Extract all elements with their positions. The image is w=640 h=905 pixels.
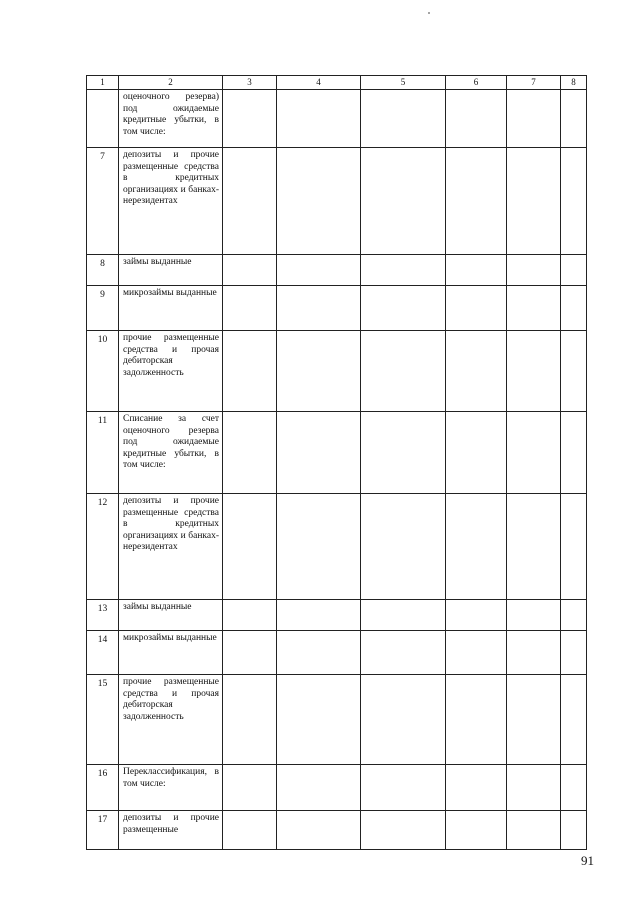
empty-cell-col-8 [561, 148, 587, 255]
row-number: 10 [87, 331, 119, 412]
table-row [87, 412, 587, 494]
empty-cell-col-7 [507, 148, 561, 255]
row-number: 17 [87, 811, 119, 850]
table-row [87, 811, 587, 850]
row-label [119, 675, 223, 765]
empty-cell-col-7 [507, 412, 561, 494]
empty-cell-col-5 [361, 286, 446, 331]
row-label [119, 148, 223, 255]
empty-cell-col-4 [277, 255, 361, 286]
header-cell: 5 [361, 76, 446, 90]
row-number [87, 90, 119, 148]
empty-cell-col-8 [561, 765, 587, 811]
empty-cell-col-6 [446, 765, 507, 811]
empty-cell-col-5 [361, 90, 446, 148]
row-label-text: депозиты и прочие размещенные средства в кредитных организациях и банках-нерезидентах [123, 496, 219, 552]
row-label [119, 631, 223, 675]
header-cell: 6 [446, 76, 507, 90]
header-cell: 3 [223, 76, 277, 90]
row-label [119, 331, 223, 412]
empty-cell-col-6 [446, 811, 507, 850]
empty-cell-col-3 [223, 90, 277, 148]
empty-cell-col-5 [361, 494, 446, 600]
row-label-text: микрозаймы выданные [123, 288, 217, 298]
row-number: 16 [87, 765, 119, 811]
empty-cell-col-8 [561, 494, 587, 600]
empty-cell-col-3 [223, 494, 277, 600]
empty-cell-col-8 [561, 286, 587, 331]
empty-cell-col-7 [507, 675, 561, 765]
row-label-text: оценочного резерва) под ожидаемые кредитные убытки, в том числе: [123, 92, 219, 137]
empty-cell-col-6 [446, 90, 507, 148]
empty-cell-col-3 [223, 286, 277, 331]
header-cell: 4 [277, 76, 361, 90]
empty-cell-col-4 [277, 286, 361, 331]
empty-cell-col-3 [223, 255, 277, 286]
data-table [86, 75, 587, 850]
row-label-text: депозиты и прочие размещенные средства в кредитных организациях и банках-нерезидентах [123, 150, 219, 206]
row-label [119, 811, 223, 850]
empty-cell-col-6 [446, 286, 507, 331]
empty-cell-col-5 [361, 600, 446, 631]
row-label-text: микрозаймы выданные [123, 633, 217, 643]
empty-cell-col-6 [446, 675, 507, 765]
empty-cell-col-4 [277, 90, 361, 148]
empty-cell-col-8 [561, 412, 587, 494]
header-cell: 7 [507, 76, 561, 90]
header-cell: 1 [87, 76, 119, 90]
row-label [119, 90, 223, 148]
table-row [87, 675, 587, 765]
empty-cell-col-4 [277, 331, 361, 412]
empty-cell-col-6 [446, 494, 507, 600]
empty-cell-col-4 [277, 600, 361, 631]
empty-cell-col-5 [361, 331, 446, 412]
row-label [119, 412, 223, 494]
row-label [119, 494, 223, 600]
table-row [87, 148, 587, 255]
empty-cell-col-5 [361, 811, 446, 850]
empty-cell-col-8 [561, 600, 587, 631]
empty-cell-col-8 [561, 331, 587, 412]
empty-cell-col-7 [507, 286, 561, 331]
empty-cell-col-6 [446, 148, 507, 255]
row-label [119, 765, 223, 811]
row-label-text: депозиты и прочие размещенные [123, 813, 219, 835]
empty-cell-col-6 [446, 631, 507, 675]
row-number: 9 [87, 286, 119, 331]
empty-cell-col-5 [361, 675, 446, 765]
empty-cell-col-8 [561, 811, 587, 850]
table-row [87, 631, 587, 675]
empty-cell-col-5 [361, 148, 446, 255]
empty-cell-col-8 [561, 675, 587, 765]
empty-cell-col-5 [361, 255, 446, 286]
table-row [87, 331, 587, 412]
empty-cell-col-3 [223, 811, 277, 850]
empty-cell-col-7 [507, 494, 561, 600]
empty-cell-col-4 [277, 148, 361, 255]
row-label-text: прочие размещенные средства и прочая дебиторская задолженность [123, 333, 219, 378]
empty-cell-col-7 [507, 90, 561, 148]
row-number: 14 [87, 631, 119, 675]
empty-cell-col-3 [223, 765, 277, 811]
empty-cell-col-3 [223, 331, 277, 412]
empty-cell-col-6 [446, 255, 507, 286]
empty-cell-col-3 [223, 412, 277, 494]
row-label-text: займы выданные [123, 602, 192, 612]
empty-cell-col-3 [223, 675, 277, 765]
empty-cell-col-4 [277, 675, 361, 765]
header-cell: 2 [119, 76, 223, 90]
row-number: 15 [87, 675, 119, 765]
empty-cell-col-7 [507, 600, 561, 631]
empty-cell-col-7 [507, 811, 561, 850]
empty-cell-col-6 [446, 412, 507, 494]
empty-cell-col-8 [561, 631, 587, 675]
table-row [87, 600, 587, 631]
row-number: 7 [87, 148, 119, 255]
row-number: 8 [87, 255, 119, 286]
empty-cell-col-7 [507, 631, 561, 675]
empty-cell-col-3 [223, 148, 277, 255]
table-row [87, 765, 587, 811]
empty-cell-col-4 [277, 412, 361, 494]
empty-cell-col-4 [277, 631, 361, 675]
empty-cell-col-3 [223, 631, 277, 675]
page-number: 91 [581, 853, 594, 868]
empty-cell-col-7 [507, 255, 561, 286]
header-cell: 8 [561, 76, 587, 90]
empty-cell-col-5 [361, 765, 446, 811]
table-row [87, 286, 587, 331]
row-label-text: прочие размещенные средства и прочая дебиторская задолженность [123, 677, 219, 722]
table-row [87, 255, 587, 286]
row-label [119, 600, 223, 631]
empty-cell-col-6 [446, 331, 507, 412]
empty-cell-col-4 [277, 811, 361, 850]
empty-cell-col-7 [507, 765, 561, 811]
empty-cell-col-3 [223, 600, 277, 631]
row-label-text: Списание за счет оценочного резерва под ожидаемые кредитные убытки, в том числе: [123, 414, 219, 470]
header-row [87, 76, 587, 90]
empty-cell-col-4 [277, 494, 361, 600]
empty-cell-col-8 [561, 255, 587, 286]
row-label [119, 286, 223, 331]
empty-cell-col-7 [507, 331, 561, 412]
empty-cell-col-6 [446, 600, 507, 631]
row-number: 13 [87, 600, 119, 631]
scan-speck [428, 12, 430, 14]
row-label-text: займы выданные [123, 257, 192, 267]
empty-cell-col-5 [361, 631, 446, 675]
empty-cell-col-8 [561, 90, 587, 148]
empty-cell-col-4 [277, 765, 361, 811]
table-row [87, 90, 587, 148]
row-label-text: Переклассификация, в том числе: [123, 767, 219, 789]
row-number: 12 [87, 494, 119, 600]
row-label [119, 255, 223, 286]
empty-cell-col-5 [361, 412, 446, 494]
table-row [87, 494, 587, 600]
row-number: 11 [87, 412, 119, 494]
